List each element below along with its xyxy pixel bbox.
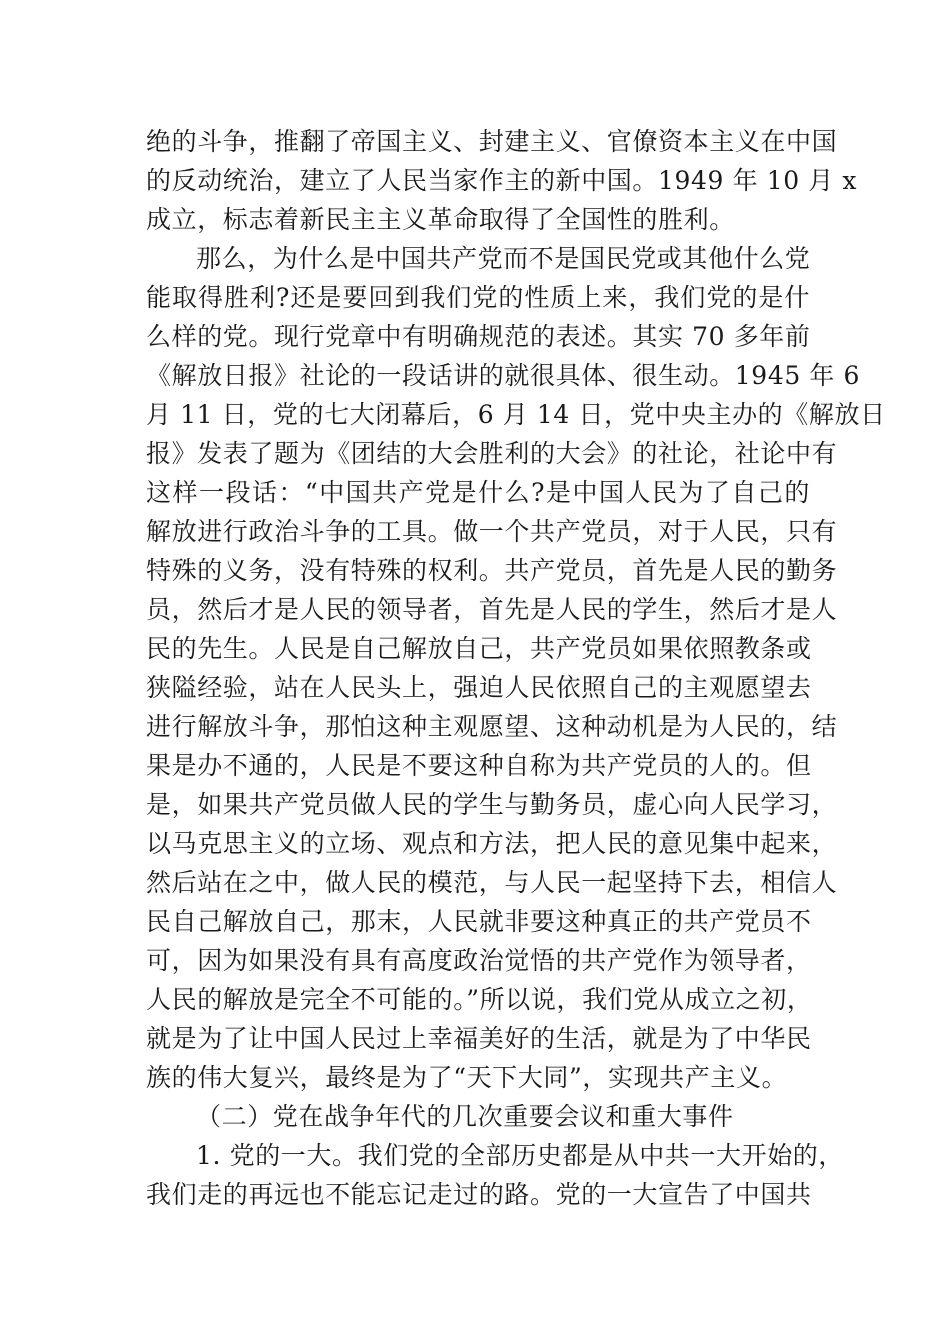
- text-line: 月 11 日，党的七大闭幕后，6 月 14 日，党中央主办的《解放日: [146, 400, 886, 429]
- text-line: 民自己解放自己，那末，人民就非要这种真正的共产党员不: [146, 907, 812, 936]
- text-line: 成立，标志着新民主主义革命取得了全国性的胜利。: [146, 205, 735, 234]
- text-line: 族的伟大复兴，最终是为了“天下大同”，实现共产主义。: [146, 1063, 788, 1092]
- text-line: 这样一段话：“中国共产党是什么?是中国人民为了自己的: [146, 478, 810, 507]
- text-line: 的反动统治，建立了人民当家作主的新中国。1949 年 10 月 x: [146, 166, 858, 195]
- paragraph-first-line: 那么，为什么是中国共产党而不是国民党或其他什么党: [196, 244, 811, 273]
- text-line: 特殊的义务，没有特殊的权利。共产党员，首先是人民的勤务: [146, 556, 838, 585]
- text-line: 么样的党。现行党章中有明确规范的表述。其实 70 多年前: [146, 322, 811, 351]
- text-line: 果是办不通的，人民是不要这种自称为共产党员的人的。但: [146, 751, 812, 780]
- text-line: 解放进行政治斗争的工具。做一个共产党员，对于人民，只有: [146, 517, 838, 546]
- text-line: 狭隘经验，站在人民头上，强迫人民依照自己的主观愿望去: [146, 673, 812, 702]
- text-line: 可，因为如果没有具有高度政治觉悟的共产党作为领导者，: [146, 946, 812, 975]
- text-line: 进行解放斗争，那怕这种主观愿望、这种动机是为人民的，结: [146, 712, 838, 741]
- paragraph-first-line: 1. 党的一大。我们党的全部历史都是从中共一大开始的，: [196, 1141, 845, 1170]
- text-line: 人民的解放是完全不可能的。”所以说，我们党从成立之初，: [146, 985, 813, 1014]
- text-line: 以马克思主义的立场、观点和方法，把人民的意见集中起来，: [146, 829, 838, 858]
- text-line: 《解放日报》社论的一段话讲的就很具体、很生动。1945 年 6: [146, 361, 861, 390]
- text-line: 绝的斗争，推翻了帝国主义、封建主义、官僚资本主义在中国: [146, 127, 838, 156]
- text-line: 我们走的再远也不能忘记走过的路。党的一大宣告了中国共: [146, 1180, 812, 1209]
- text-line: 就是为了让中国人民过上幸福美好的生活，就是为了中华民: [146, 1024, 812, 1053]
- text-line: 能取得胜利?还是要回到我们党的性质上来，我们党的是什: [146, 283, 810, 312]
- text-line: 员，然后才是人民的领导者，首先是人民的学生，然后才是人: [146, 595, 838, 624]
- text-line: 是，如果共产党员做人民的学生与勤务员，虚心向人民学习，: [146, 790, 838, 819]
- text-line: 民的先生。人民是自己解放自己，共产党员如果依照教条或: [146, 634, 812, 663]
- text-line: 报》发表了题为《团结的大会胜利的大会》的社论，社论中有: [146, 439, 838, 468]
- text-line: 然后站在之中，做人民的模范，与人民一起坚持下去，相信人: [146, 868, 838, 897]
- section-heading: （二）党在战争年代的几次重要会议和重大事件: [196, 1102, 734, 1131]
